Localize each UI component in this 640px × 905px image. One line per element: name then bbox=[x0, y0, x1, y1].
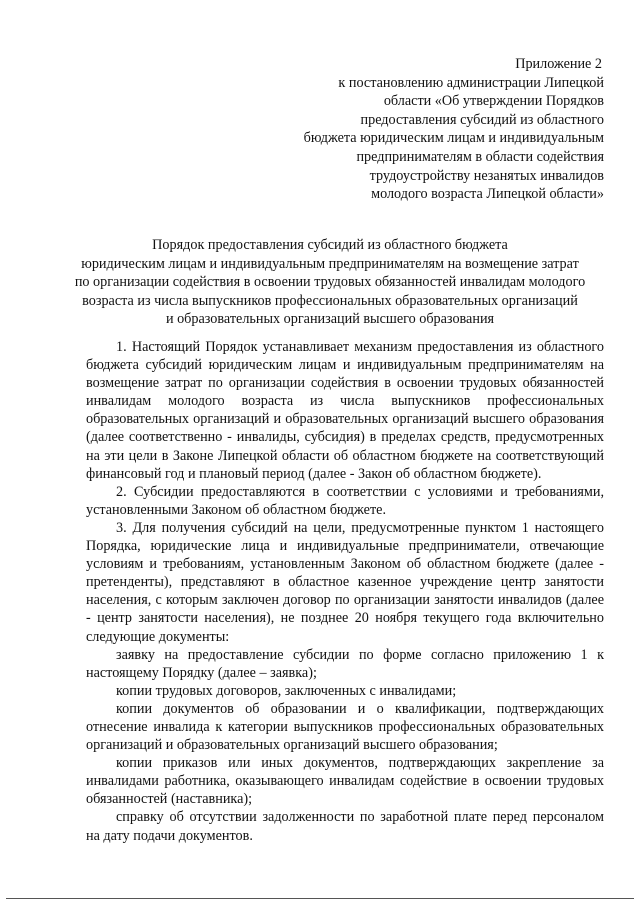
appendix-header bbox=[264, 55, 604, 204]
title-line: Порядок предоставления субсидий из областного бюджета bbox=[152, 237, 508, 253]
appendix-line: области «Об утверждении Порядков bbox=[383, 93, 604, 110]
title-line: и образовательных организаций высшего образования bbox=[165, 311, 495, 328]
document-body bbox=[86, 338, 604, 845]
list-item-education-documents: копии документов об образовании и о квалификации, подтверждающих отнесение инвалида к категории выпускников профессиональных образовательных организаций и образовательных организаций высшего образования; bbox=[86, 700, 604, 754]
appendix-number: Приложение 2 bbox=[515, 56, 602, 72]
page-bottom-rule bbox=[6, 898, 634, 899]
list-item-mentor-orders: копии приказов или иных документов, подтверждающих закрепление за инвалидами работника, оказывающего инвалидам содействие в освоении трудовых обязанностей (наставника); bbox=[86, 755, 604, 808]
list-item-labor-contracts: копии трудовых договоров, заключенных с инвалидами; bbox=[116, 682, 457, 699]
appendix-line: к постановлению администрации Липецкой bbox=[338, 74, 604, 91]
paragraph-1: 1. Настоящий Порядок устанавливает механизм предоставления из областного бюджета субсидий юридическим лицам и индивидуальным предпринимателям на возмещение затрат по организации содействия в освоении трудовых обязанностей инвалидам молодого возраста из числа выпускников профессиональных образовательных организаций и образовательных организаций высшего образования (далее соответственно - инвалиды, субсидия) в пределах средств, предусмотренных на эти цели в Законе Липецкой области об областном бюджете на соответствующий финансовый год и плановый период (далее - Закон об областном бюджете). bbox=[86, 339, 604, 482]
appendix-line: бюджета юридическим лицам и индивидуальным bbox=[303, 130, 604, 147]
appendix-line: предпринимателям в области содействия bbox=[356, 148, 604, 165]
paragraph-3: 3. Для получения субсидий на цели, предусмотренные пунктом 1 настоящего Порядка, юридические лица и индивидуальные предприниматели, отвечающие условиям и требованиям, установленным Законом об областном бюджете (далее - претенденты), представляют в областное казенное учреждение центр занятости населения, с которым заключен договор по организации занятости инвалидов (далее - центр занятости населения), не позднее 20 ноября текущего года включительно следующие документы: bbox=[86, 519, 604, 645]
list-item-application: заявку на предоставление субсидии по форме согласно приложению 1 к настоящему Порядку (далее – заявка); bbox=[86, 646, 604, 681]
list-item-salary-certificate: справку об отсутствии задолженности по заработной плате перед персоналом на дату подачи документов. bbox=[86, 809, 604, 844]
appendix-line: предоставления субсидий из областного bbox=[360, 111, 604, 128]
title-line: по организации содействия в освоении трудовых обязанностей инвалидам молодого bbox=[74, 274, 586, 291]
title-line: возраста из числа выпускников профессиональных образовательных организаций bbox=[82, 292, 578, 309]
title-line: юридическим лицам и индивидуальным предпринимателям на возмещение затрат bbox=[81, 255, 579, 272]
appendix-line: трудоустройству незанятых инвалидов bbox=[369, 167, 604, 184]
document-title bbox=[50, 236, 610, 329]
appendix-line: молодого возраста Липецкой области» bbox=[371, 186, 604, 203]
paragraph-2: 2. Субсидии предоставляются в соответствии с условиями и требованиями, установленными Законом об областном бюджете. bbox=[86, 483, 604, 518]
